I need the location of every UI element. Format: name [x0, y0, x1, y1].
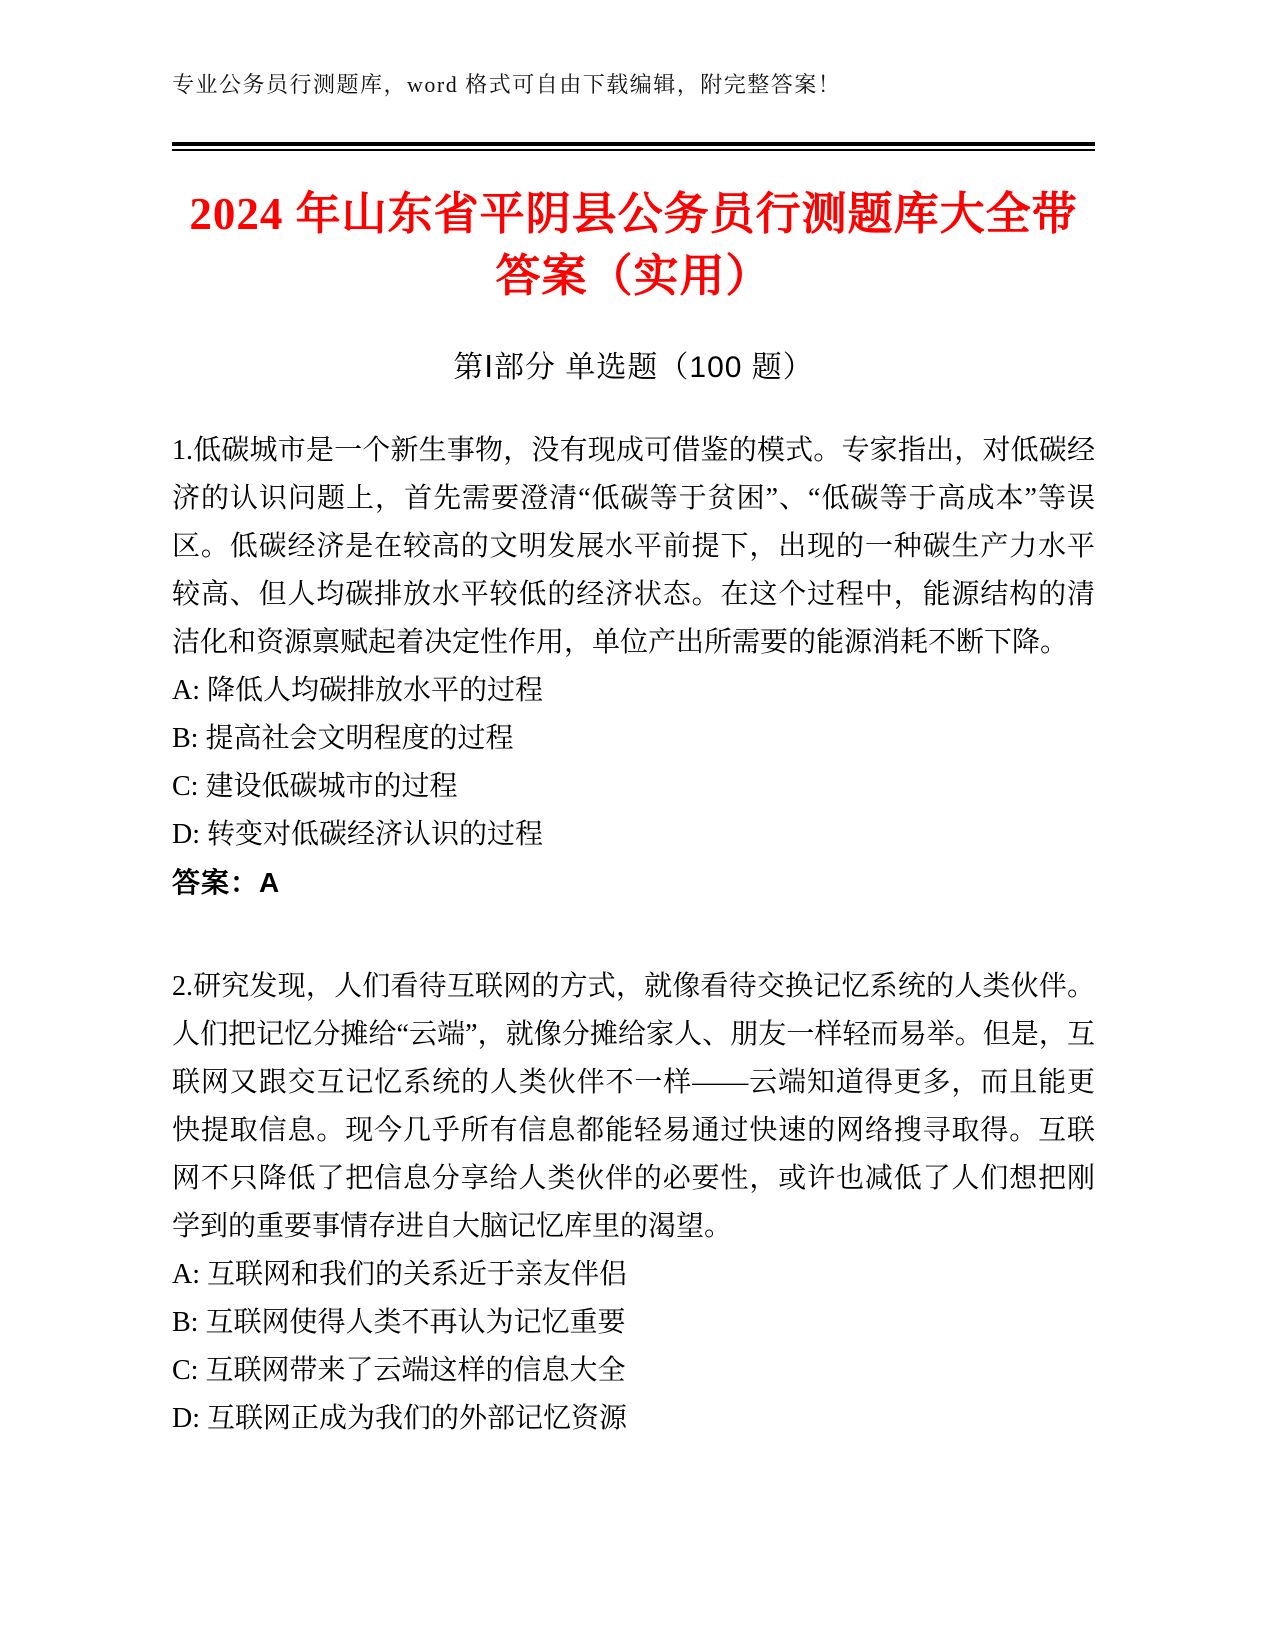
section-heading: 第Ⅰ部分 单选题（100 题）: [453, 351, 814, 384]
question-2-option-a: A: 互联网和我们的关系近于亲友伴侣: [172, 1259, 628, 1290]
document-title-line1: 2024 年山东省平阴县公务员行测题库大全带: [189, 189, 1078, 239]
question-2-option-d: D: 互联网正成为我们的外部记忆资源: [172, 1403, 628, 1434]
question-2-option-c: C: 互联网带来了云端这样的信息大全: [172, 1355, 626, 1386]
question-block-1: [172, 427, 1095, 907]
question-1-option-c: C: 建设低碳城市的过程: [172, 771, 458, 802]
question-block-2: [172, 963, 1095, 1443]
question-2-option-b: B: 互联网使得人类不再认为记忆重要: [172, 1307, 626, 1338]
question-2-stem: 2.研究发现，人们看待互联网的方式，就像看待交换记忆系统的人类伙伴。人们把记忆分摊给“云端”，就像分摊给家人、朋友一样轻而易举。但是，互联网又跟交互记忆系统的人类伙伴不一样——云端知道得更多，而且能更快提取信息。现今几乎所有信息都能轻易通过快速的网络搜寻取得。互联网不只降低了把信息分享给人类伙伴的必要性，或许也减低了人们想把刚学到的重要事情存进自大脑记忆库里的渴望。: [172, 971, 1095, 1242]
question-1-answer: 答案：A: [172, 867, 281, 898]
question-1-option-b: B: 提高社会文明程度的过程: [172, 723, 514, 754]
question-1-stem: 1.低碳城市是一个新生事物，没有现成可借鉴的模式。专家指出，对低碳经济的认识问题上，首先需要澄清“低碳等于贫困”、“低碳等于高成本”等误区。低碳经济是在较高的文明发展水平前提下，出现的一种碳生产力水平较高、但人均碳排放水平较低的经济状态。在这个过程中，能源结构的清洁化和资源禀赋起着决定性作用，单位产出所需要的能源消耗不断下降。: [172, 435, 1095, 658]
question-1-option-a: A: 降低人均碳排放水平的过程: [172, 675, 544, 706]
document-title: [172, 183, 1095, 307]
header-note: 专业公务员行测题库，word 格式可自由下载编辑，附完整答案！: [172, 72, 842, 97]
header-rule-divider: [172, 142, 1095, 151]
question-1-option-d: D: 转变对低碳经济认识的过程: [172, 819, 544, 850]
document-title-line2: 答案（实用）: [495, 251, 772, 301]
